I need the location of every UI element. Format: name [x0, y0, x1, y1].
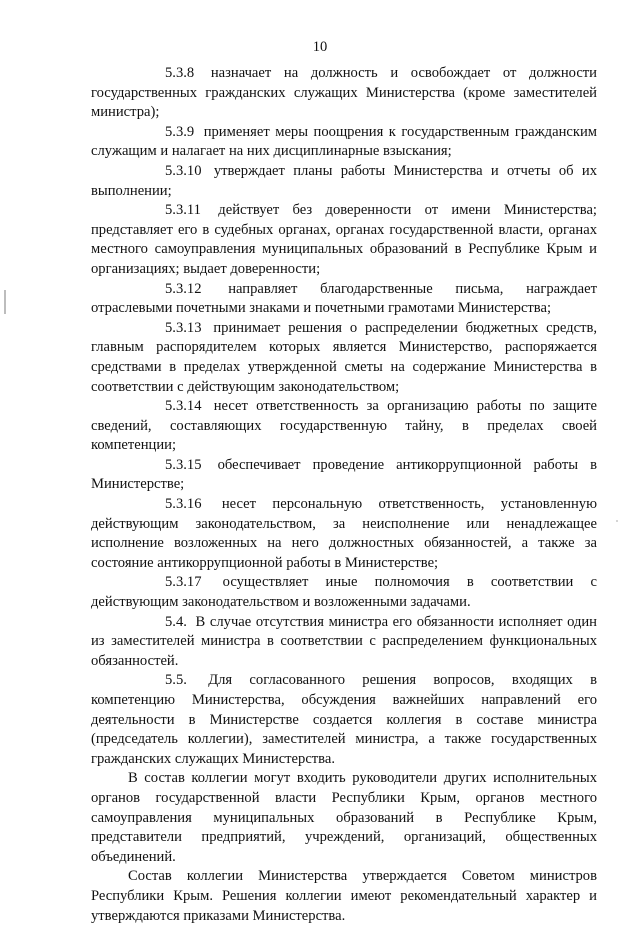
paragraph-5-3-9 — [91, 123, 597, 162]
clause-text: утверждает планы работы Министерства и отчеты об их выполнении; — [91, 162, 597, 199]
clause-text: осуществляет иные полномочия в соответствии с действующим законодательством и возложенными задачами. — [91, 574, 597, 611]
clause-text: применяет меры поощрения к государственным гражданским служащим и налагает на них дисциплинарные взыскания; — [91, 123, 597, 160]
paragraph-5-3-8 — [91, 64, 597, 123]
clause-text: несет персональную ответственность, установленную действующим законодательством, за неисполнение или ненадлежащее исполнение возложенных на него должностных обязанностей, а также за состояние антикоррупционной работы в Министерстве; — [91, 496, 597, 571]
clause-text: назначает на должность и освобождает от должности государственных гражданских служащих Министерства (кроме заместителей министра); — [91, 65, 597, 121]
clause-text: действует без доверенности от имени Министерства; представляет его в судебных органах, органах государственной власти, органах местного самоуправления муниципальных образований в Республике Крым и организациях; выдает доверенности; — [91, 202, 597, 277]
clause-text: принимает решения о распределении бюджетных средств, главным распорядителем которых является Министерство, распоряжается средствами в пределах утвержденной сметы на содержание Министерства в соответствии с действующим законодательством; — [91, 319, 597, 395]
paragraph-collegium-approval — [91, 867, 597, 926]
clause-number: 5.3.17 — [165, 574, 202, 591]
document-body — [91, 64, 597, 926]
clause-number: 5.3.16 — [165, 496, 202, 513]
clause-number: 5.5. — [165, 672, 187, 689]
page-number: 10 — [312, 39, 328, 55]
clause-text: Для согласованного решения вопросов, входящих в компетенцию Министерства, обсуждения важнейших направлений его деятельности в Министерстве создается коллегия в составе министра (председатель коллегии), заместителей министра, а также государственных гражданских служащих Министерства. — [91, 672, 597, 767]
paragraph-5-3-14 — [91, 397, 597, 456]
clause-number: 5.3.11 — [165, 202, 201, 219]
clause-number: 5.4. — [165, 613, 187, 630]
clause-number: 5.3.9 — [165, 123, 195, 140]
clause-text: направляет благодарственные письма, награждает отраслевыми почетными знаками и почетными грамотами Министерства; — [91, 280, 597, 317]
clause-number: 5.3.12 — [165, 280, 202, 297]
paragraph-5-3-10 — [91, 162, 597, 201]
clause-text: Состав коллегии Министерства утверждается Советом министров Республики Крым. Решения коллегии имеют рекомендательный характер и утверждаются приказами Министерства. — [91, 868, 597, 924]
clause-number: 5.3.13 — [165, 319, 202, 336]
scan-margin-mark — [4, 304, 6, 314]
clause-text: обеспечивает проведение антикоррупционной работы в Министерстве; — [91, 456, 597, 493]
paragraph-5-3-16 — [91, 495, 597, 573]
clause-number: 5.3.15 — [165, 456, 202, 473]
clause-number: 5.3.10 — [165, 162, 202, 179]
paragraph-collegium-composition — [91, 769, 597, 867]
paragraph-5-3-17 — [91, 573, 597, 612]
clause-number: 5.3.14 — [165, 398, 202, 415]
paragraph-5-3-15 — [91, 456, 597, 495]
scan-speck — [616, 520, 618, 522]
paragraph-5-3-12 — [91, 280, 597, 319]
clause-text: В состав коллегии могут входить руководители других исполнительных органов государственной власти Республики Крым, органов местного самоуправления муниципальных образований в Республике Крым, представители предприятий, учреждений, организаций, общественных объединений. — [91, 770, 597, 865]
paragraph-5-3-13 — [91, 319, 597, 397]
paragraph-5-3-11 — [91, 201, 597, 279]
paragraph-5-4 — [91, 613, 597, 672]
clause-text: несет ответственность за организацию работы по защите сведений, составляющих государственную тайну, в пределах своей компетенции; — [91, 398, 597, 454]
scan-margin-mark — [4, 290, 6, 304]
clause-text: В случае отсутствия министра его обязанности исполняет один из заместителей министра в соответствии с распределением функциональных обязанностей. — [91, 613, 597, 669]
clause-number: 5.3.8 — [165, 65, 195, 81]
paragraph-5-5 — [91, 671, 597, 769]
